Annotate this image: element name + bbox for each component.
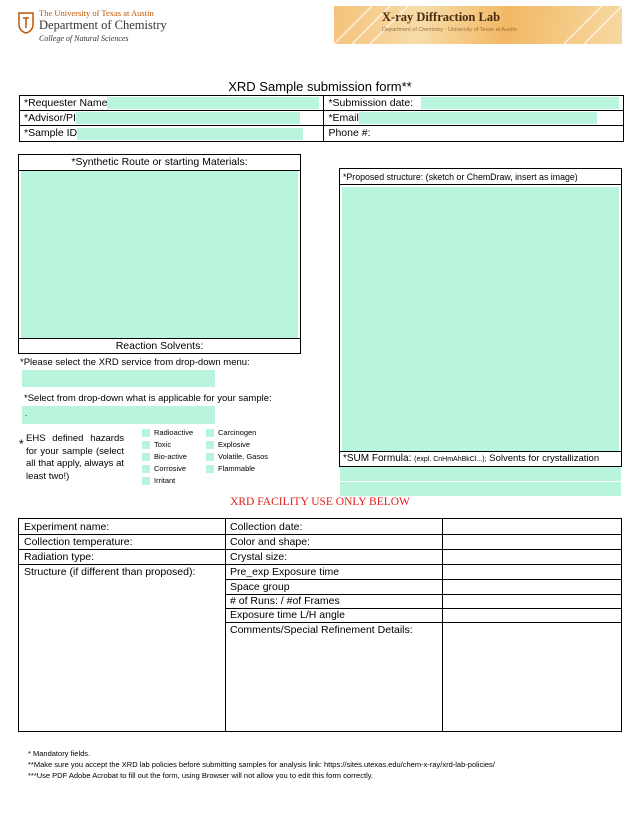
hazard-radioactive[interactable]: Radioactive [142,428,193,437]
ehs-star: * [19,437,24,451]
advisor-input[interactable] [76,112,300,124]
synthetic-route-label: *Synthetic Route or starting Materials: [19,155,300,171]
sum-formula-example: (expl. CnHmAhBkCl...); [414,456,487,463]
hazard-corrosive[interactable]: Corrosive [142,464,186,473]
xrd-service-dropdown[interactable] [22,370,215,387]
requester-info-table [19,95,624,142]
applicable-dropdown[interactable] [22,406,215,424]
exposure-time-label: Exposure time L/H angle [230,609,345,621]
submission-date-input[interactable] [421,97,619,109]
banner-subtitle: Department of Chemistry · University of Texas at Austin [382,27,517,33]
hazard-carcinogen[interactable]: Carcinogen [206,428,256,437]
university-name: The University of Texas at Austin [39,8,154,18]
proposed-structure-box [339,168,622,467]
collection-temperature-label: Collection temperature: [24,536,133,548]
structure-label: Structure (if different than proposed): [24,566,196,578]
banner-title: X-ray Diffraction Lab [382,10,501,24]
advisor-label: *Advisor/PI [24,112,76,125]
synthetic-route-input[interactable] [21,171,298,338]
hazard-volatile[interactable]: Volatile, Gasos [206,452,268,461]
ut-shield-icon [18,12,34,34]
email-label: *Email [328,112,359,125]
facility-table [18,518,622,732]
footnote-acrobat: ***Use PDF Adobe Acrobat to fill out the form, using Browser will not allow you to edit this form correctly. [28,771,374,780]
hazard-irritant[interactable]: Irritant [142,476,175,485]
xrd-service-label: *Please select the XRD service from drop-down menu: [20,357,250,368]
college-name: College of Natural Sciences [39,34,129,43]
crystal-size-label: Crystal size: [230,551,288,563]
sum-formula-input[interactable] [340,467,621,481]
hazard-toxic[interactable]: Toxic [142,440,171,449]
crystallization-solvents-label: Solvents for crystallization [489,453,600,464]
collection-date-label: Collection date: [230,521,303,533]
synthetic-route-box [18,154,301,354]
requester-input[interactable] [107,97,319,109]
space-group-label: Space group [230,581,290,593]
applicable-value: . [25,409,28,418]
phone-label: Phone #: [328,127,371,140]
xrd-lab-banner [334,6,622,44]
requester-label: *Requester Name [24,97,108,109]
experiment-name-label: Experiment name: [24,521,110,533]
crystallization-solvents-input[interactable] [340,482,621,496]
department-name: Department of Chemistry [39,18,167,32]
email-input[interactable] [359,112,597,124]
form-title: XRD Sample submission form** [228,79,412,94]
submission-date-label: *Submission date: [328,97,414,109]
proposed-structure-label: *Proposed structure: (sketch or ChemDraw, insert as image) [340,169,621,185]
hazard-explosive[interactable]: Explosive [206,440,250,449]
applicable-label: *Select from drop-down what is applicable for your sample: [24,393,272,404]
comments-label: Comments/Special Refinement Details: [230,624,413,636]
color-shape-label: Color and shape: [230,536,310,548]
hazard-flammable[interactable]: Flammable [206,464,255,473]
sum-formula-label: *SUM Formula: [343,453,412,464]
runs-frames-label: # of Runs: / #of Frames [230,595,340,607]
ehs-label: EHS defined hazards for your sample (select all that apply, always at least two!) [26,433,124,482]
hazard-bio-active[interactable]: Bio-active [142,452,187,461]
radiation-type-label: Radiation type: [24,551,95,563]
university-logo [18,8,178,48]
footnote-policies: **Make sure you accept the XRD lab policies before submitting samples for analysis link: https://sites.utexas.edu/chem-x-ray/xrd-lab-policies/ [28,760,495,769]
proposed-structure-input[interactable] [342,187,619,451]
sum-formula-row [340,451,621,465]
reaction-solvents-label: Reaction Solvents: [19,338,300,353]
facility-heading: XRD FACILITY USE ONLY BELOW [230,496,410,508]
sample-id-input[interactable] [77,128,303,140]
footnote-mandatory: * Mandatory fields. [28,749,91,758]
sample-id-label: *Sample ID [24,127,78,140]
pre-exp-exposure-label: Pre_exp Exposure time [230,566,340,578]
